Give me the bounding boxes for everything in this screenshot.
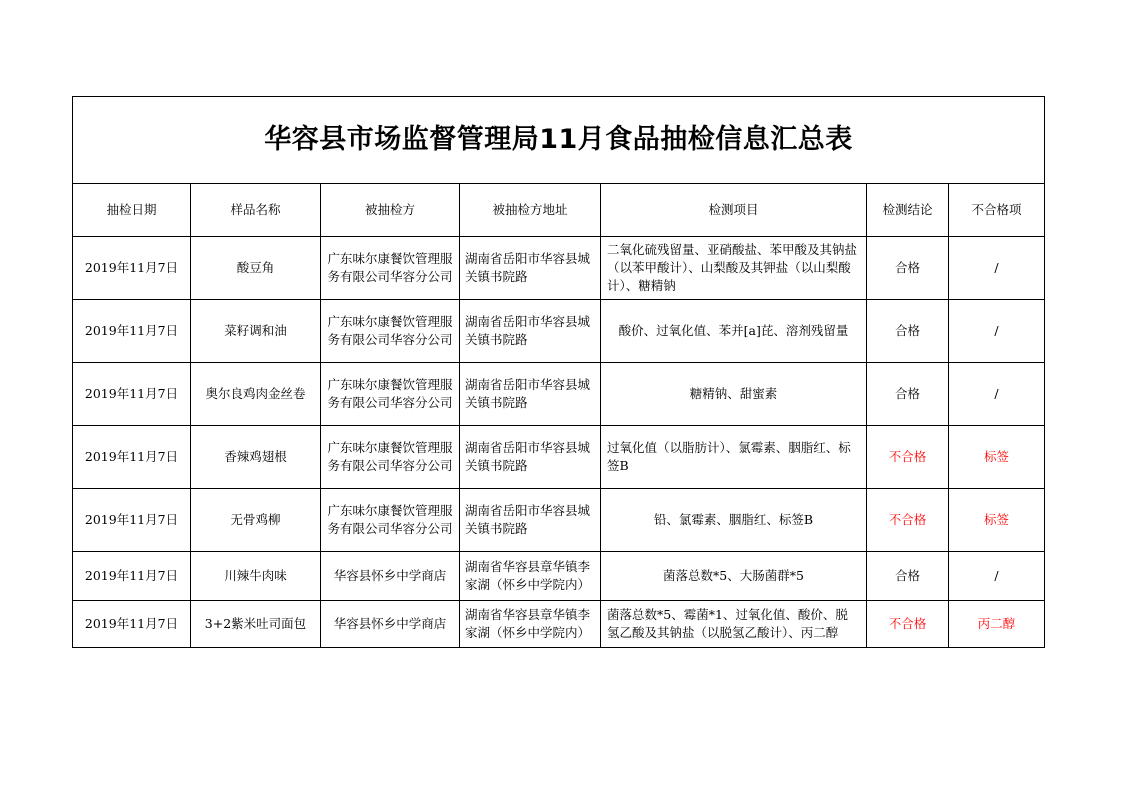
cell-date: 2019年11月7日	[73, 552, 191, 601]
cell-items: 二氧化硫残留量、亚硝酸盐、苯甲酸及其钠盐（以苯甲酸计）、山梨酸及其钾盐（以山梨酸计）、糖精钠	[601, 237, 867, 300]
cell-result-fail: 不合格	[867, 601, 949, 648]
cell-items: 铅、氯霉素、胭脂红、标签B	[601, 489, 867, 552]
cell-items: 菌落总数*5、大肠菌群*5	[601, 552, 867, 601]
cell-result-fail: 不合格	[867, 489, 949, 552]
header-date: 抽检日期	[73, 184, 191, 237]
cell-unqualified: /	[949, 363, 1045, 426]
cell-company: 华容县怀乡中学商店	[321, 601, 460, 648]
cell-date: 2019年11月7日	[73, 363, 191, 426]
cell-date: 2019年11月7日	[73, 601, 191, 648]
cell-result: 合格	[867, 237, 949, 300]
table-row	[73, 363, 1045, 426]
page-title: 华容县市场监督管理局11月食品抽检信息汇总表	[73, 97, 1045, 184]
cell-unqualified: /	[949, 237, 1045, 300]
cell-result: 合格	[867, 300, 949, 363]
inspection-summary-table	[72, 96, 1045, 648]
header-row	[73, 184, 1045, 237]
table-row	[73, 426, 1045, 489]
cell-company: 广东味尔康餐饮管理服务有限公司华容分公司	[321, 237, 460, 300]
cell-unqualified-fail: 标签	[949, 489, 1045, 552]
cell-address: 湖南省岳阳市华容县城关镇书院路	[460, 237, 601, 300]
table-row	[73, 489, 1045, 552]
table-row	[73, 237, 1045, 300]
table-row	[73, 601, 1045, 648]
cell-unqualified-fail: 标签	[949, 426, 1045, 489]
cell-result-fail: 不合格	[867, 426, 949, 489]
cell-date: 2019年11月7日	[73, 489, 191, 552]
header-company: 被抽检方	[321, 184, 460, 237]
cell-items: 菌落总数*5、霉菌*1、过氧化值、酸价、脱氢乙酸及其钠盐（以脱氢乙酸计）、丙二醇	[601, 601, 867, 648]
header-items: 检测项目	[601, 184, 867, 237]
cell-company: 广东味尔康餐饮管理服务有限公司华容分公司	[321, 300, 460, 363]
cell-unqualified-fail: 丙二醇	[949, 601, 1045, 648]
table-row	[73, 300, 1045, 363]
cell-date: 2019年11月7日	[73, 237, 191, 300]
cell-items: 糖精钠、甜蜜素	[601, 363, 867, 426]
cell-items: 酸价、过氧化值、苯并[a]芘、溶剂残留量	[601, 300, 867, 363]
header-result: 检测结论	[867, 184, 949, 237]
cell-sample: 奥尔良鸡肉金丝卷	[191, 363, 321, 426]
table-row	[73, 552, 1045, 601]
header-unqualified: 不合格项	[949, 184, 1045, 237]
header-sample: 样品名称	[191, 184, 321, 237]
cell-date: 2019年11月7日	[73, 300, 191, 363]
cell-sample: 川辣牛肉味	[191, 552, 321, 601]
cell-result: 合格	[867, 552, 949, 601]
cell-address: 湖南省岳阳市华容县城关镇书院路	[460, 300, 601, 363]
header-address: 被抽检方地址	[460, 184, 601, 237]
cell-unqualified: /	[949, 300, 1045, 363]
cell-address: 湖南省岳阳市华容县城关镇书院路	[460, 363, 601, 426]
cell-address: 湖南省岳阳市华容县城关镇书院路	[460, 426, 601, 489]
cell-company: 广东味尔康餐饮管理服务有限公司华容分公司	[321, 426, 460, 489]
cell-items: 过氧化值（以脂肪计）、氯霉素、胭脂红、标签B	[601, 426, 867, 489]
cell-company: 广东味尔康餐饮管理服务有限公司华容分公司	[321, 363, 460, 426]
cell-sample: 3+2紫米吐司面包	[191, 601, 321, 648]
cell-address: 湖南省华容县章华镇李家湖（怀乡中学院内）	[460, 552, 601, 601]
cell-unqualified: /	[949, 552, 1045, 601]
cell-address: 湖南省华容县章华镇李家湖（怀乡中学院内）	[460, 601, 601, 648]
cell-company: 华容县怀乡中学商店	[321, 552, 460, 601]
cell-sample: 酸豆角	[191, 237, 321, 300]
cell-company: 广东味尔康餐饮管理服务有限公司华容分公司	[321, 489, 460, 552]
cell-result: 合格	[867, 363, 949, 426]
cell-sample: 无骨鸡柳	[191, 489, 321, 552]
cell-sample: 菜籽调和油	[191, 300, 321, 363]
cell-address: 湖南省岳阳市华容县城关镇书院路	[460, 489, 601, 552]
cell-sample: 香辣鸡翅根	[191, 426, 321, 489]
cell-date: 2019年11月7日	[73, 426, 191, 489]
